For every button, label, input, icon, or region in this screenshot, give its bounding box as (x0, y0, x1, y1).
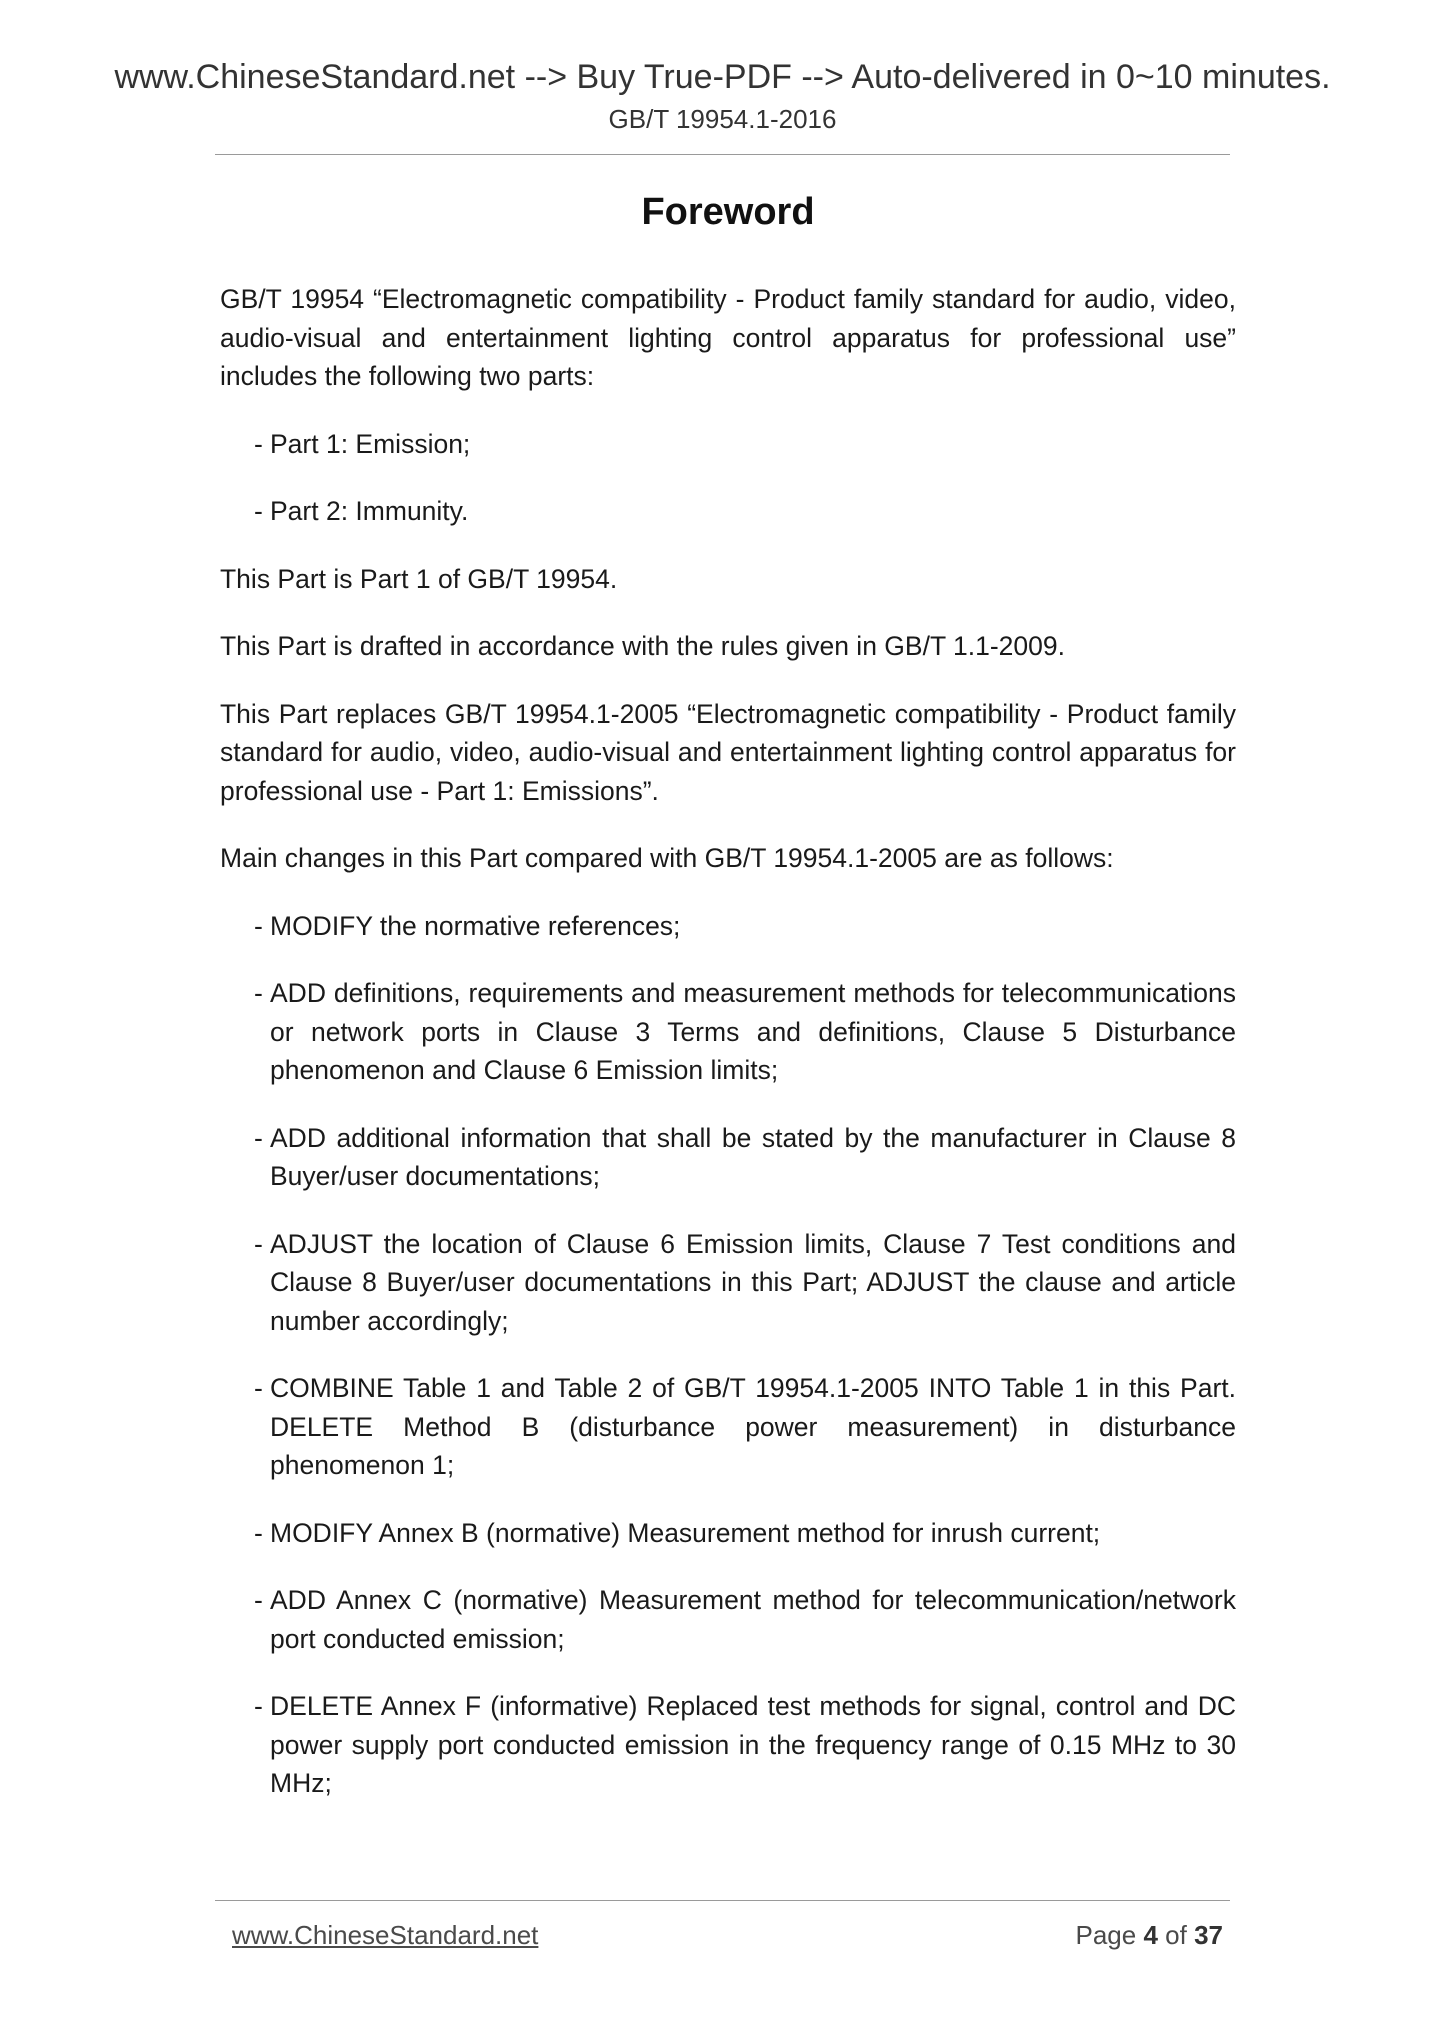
header-banner: www.ChineseStandard.net --> Buy True-PDF --> Auto-delivered in 0~10 minutes. (114, 58, 1331, 96)
change-item-text: ADD Annex C (normative) Measurement method for telecommunication/network port conducted emission; (270, 1585, 1236, 1654)
list-item (220, 425, 1236, 464)
changes-paragraph: Main changes in this Part compared with GB/T 19954.1-2005 are as follows: (220, 843, 1114, 873)
change-item (220, 1687, 1236, 1803)
list-dash: - (254, 1517, 263, 1548)
change-item (220, 1225, 1236, 1341)
change-item (220, 1119, 1236, 1196)
replaces-paragraph: This Part replaces GB/T 19954.1-2005 “Electromagnetic compatibility - Product family standard for audio, video, audio-visual and entertainment lighting control apparatus for professional use - Part 1: Emissions”. (220, 698, 1236, 806)
part-of-paragraph: This Part is Part 1 of GB/T 19954. (220, 563, 618, 594)
list-dash: - (254, 1373, 263, 1403)
page-label: Page (1075, 1920, 1137, 1950)
footer-site-link[interactable]: www.ChineseStandard.net (232, 1920, 539, 1950)
list-dash: - (254, 1691, 263, 1721)
list-item-text: Part 1: Emission; (270, 428, 471, 459)
change-item (220, 907, 1236, 946)
change-item-text: ADD definitions, requirements and measurement methods for telecommunications or network ports in Clause 3 Terms and definitions, Clause 5 Disturbance phenomenon and Clause 6 Emission limits; (270, 978, 1236, 1085)
change-item-text: ADD additional information that shall be stated by the manufacturer in Clause 8 Buyer/user documentations; (270, 1122, 1236, 1191)
page-of-label: of (1165, 1920, 1187, 1950)
page-total: 37 (1194, 1920, 1223, 1950)
page-title: Foreword (641, 191, 815, 233)
footer-divider (215, 1900, 1230, 1901)
list-dash: - (254, 978, 263, 1008)
standard-code: GB/T 19954.1-2016 (608, 104, 837, 134)
page-current: 4 (1143, 1920, 1158, 1950)
page-content (220, 190, 1236, 1832)
drafted-paragraph: This Part is drafted in accordance with the rules given in GB/T 1.1-2009. (220, 631, 1065, 661)
change-item-text: COMBINE Table 1 and Table 2 of GB/T 19954.1-2005 INTO Table 1 in this Part. DELETE Method B (disturbance power measurement) in disturbance phenomenon 1; (270, 1373, 1236, 1480)
change-item-text: ADJUST the location of Clause 6 Emission limits, Clause 7 Test conditions and Clause 8 Buyer/user documentations in this Part; ADJUST the clause and article number accordingly; (270, 1228, 1236, 1336)
list-dash: - (254, 428, 263, 459)
list-dash: - (254, 496, 263, 526)
change-item-text: DELETE Annex F (informative) Replaced test methods for signal, control and DC power supply port conducted emission in the frequency range of 0.15 MHz to 30 MHz; (270, 1691, 1236, 1798)
list-item (220, 492, 1236, 531)
change-item-text: MODIFY Annex B (normative) Measurement method for inrush current; (270, 1517, 1101, 1548)
change-item (220, 974, 1236, 1090)
change-item-text: MODIFY the normative references; (270, 910, 681, 941)
list-dash: - (254, 1228, 263, 1259)
list-dash: - (254, 910, 263, 941)
list-dash: - (254, 1122, 263, 1153)
header-divider (215, 154, 1230, 155)
change-item (220, 1369, 1236, 1485)
page-indicator (1075, 1920, 1223, 1951)
list-dash: - (254, 1585, 263, 1615)
list-item-text: Part 2: Immunity. (270, 496, 469, 526)
change-item (220, 1581, 1236, 1658)
change-item (220, 1514, 1236, 1553)
intro-paragraph: GB/T 19954 “Electromagnetic compatibility - Product family standard for audio, video, audio-visual and entertainment lighting control apparatus for professional use” includes the following two parts: (220, 284, 1236, 391)
